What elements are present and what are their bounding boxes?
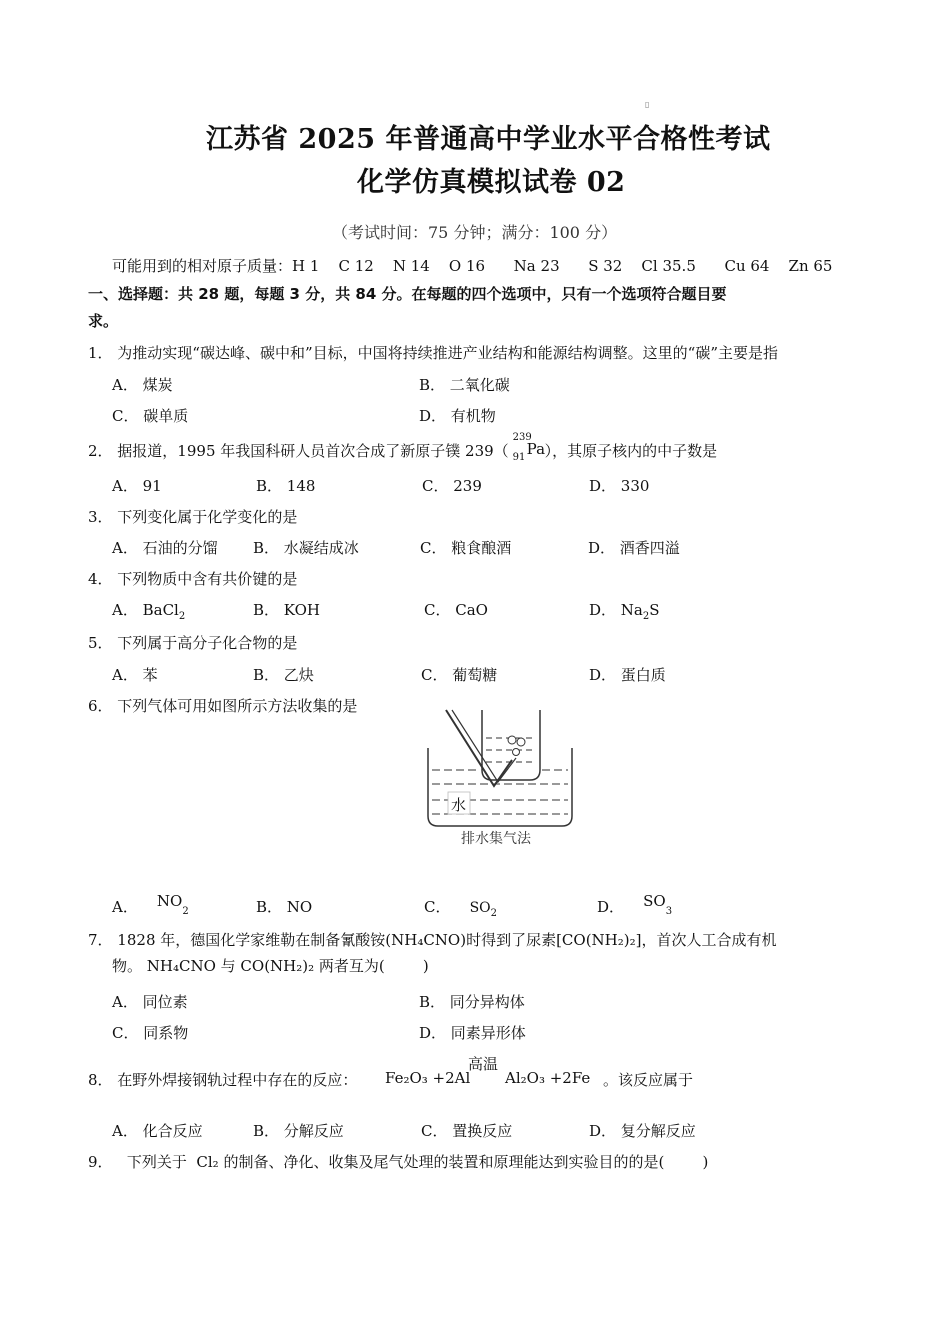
question-7-stem-line2: 物。 NH₄CNO 与 CO(NH₂)₂ 两者互为( ) (112, 957, 429, 975)
q5-option-d[interactable]: D． 蛋白质 (589, 666, 666, 684)
q7-option-c[interactable]: C． 同系物 (112, 1024, 189, 1042)
question-8-stem: 8． 在野外焊接钢轨过程中存在的反应： (88, 1071, 358, 1089)
q1-option-c[interactable]: C． 碳单质 (112, 407, 189, 425)
q4-d-formula-end: S (649, 601, 660, 619)
figure-caption: 排水集气法 (461, 831, 531, 847)
q4-option-c[interactable]: C． CaO (424, 601, 488, 619)
q1-option-d[interactable]: D． 有机物 (419, 407, 496, 425)
page-title-line2: 化学仿真模拟试卷 02 (357, 167, 626, 198)
q5-option-b[interactable]: B． 乙炔 (253, 666, 314, 684)
q6-d-subscript: 3 (665, 906, 673, 917)
q8-option-b[interactable]: B． 分解反应 (253, 1122, 344, 1140)
q2-option-b[interactable]: B． 148 (256, 477, 316, 495)
question-2-stem (88, 432, 718, 463)
question-6-stem: 6． 下列气体可用如图所示方法收集的是 (88, 697, 358, 715)
q4-a-formula: A． BaCl (112, 601, 179, 619)
q7-option-b[interactable]: B． 同分异构体 (419, 993, 525, 1011)
q6-d-formula: SO (643, 892, 666, 910)
question-5-stem: 5． 下列属于高分子化合物的是 (88, 634, 298, 652)
isotope-symbol: Pa (526, 440, 546, 458)
isotope-z: 91 (512, 452, 526, 463)
q2-option-a[interactable]: A． 91 (112, 477, 162, 495)
q6-d-label: D． (597, 898, 625, 916)
equation-left: Fe₂O₃ +2Al (385, 1069, 471, 1087)
q3-option-c[interactable]: C． 粮食酿酒 (420, 539, 512, 557)
q3-option-a[interactable]: A． 石油的分馏 (112, 539, 218, 557)
question-9-stem: 9． 下列关于 Cl₂ 的制备、净化、收集及尾气处理的装置和原理能达到实验目的的是( ) (88, 1153, 709, 1171)
section-heading: 一、选择题：共 28 题，每题 3 分，共 84 分。在每题的四个选项中，只有一个选项符合题目要 (88, 285, 727, 303)
q8-option-c[interactable]: C． 置换反应 (421, 1122, 513, 1140)
question-3-stem: 3． 下列变化属于化学变化的是 (88, 508, 298, 526)
q6-option-b[interactable]: B． NO (256, 898, 313, 916)
q2-stem-post: ），其原子核内的中子数是 (544, 442, 718, 460)
q3-option-b[interactable]: B． 水凝结成冰 (253, 539, 359, 557)
exam-info: （考试时间：75 分钟；满分：100 分） (332, 223, 618, 242)
q2-option-c[interactable]: C． 239 (422, 477, 482, 495)
q1-option-b[interactable]: B． 二氧化碳 (419, 376, 510, 394)
figure-water-label: 水 (451, 796, 467, 814)
page-title-line1: 江苏省 2025 年普通高中学业水平合格性考试 (206, 124, 771, 155)
q6-c-subscript: 2 (490, 908, 498, 919)
q2-stem-pre: 2． 据报道，1995 年我国科研人员首次合成了新原子镤 239（ (88, 442, 509, 460)
q5-option-a[interactable]: A． 苯 (112, 666, 158, 684)
q1-option-a[interactable]: A． 煤炭 (112, 376, 173, 394)
q5-option-c[interactable]: C． 葡萄糖 (421, 666, 498, 684)
q8-option-a[interactable]: A． 化合反应 (112, 1122, 203, 1140)
q4-d-formula: D． Na (589, 601, 643, 619)
reaction-condition: 高温 (468, 1055, 499, 1073)
q6-option-a[interactable] (112, 892, 189, 919)
q6-c-formula: SO (469, 900, 491, 916)
q8-option-d[interactable]: D． 复分解反应 (589, 1122, 696, 1140)
question-4-stem: 4． 下列物质中含有共价键的是 (88, 570, 298, 588)
atomic-masses: 可能用到的相对原子质量：H 1 C 12 N 14 O 16 Na 23 S 32 Cl 35.5 Cu 64 Zn 65 (112, 257, 833, 275)
q4-d-subscript: 2 (642, 611, 650, 622)
q4-option-a[interactable] (112, 599, 185, 622)
isotope-mass: 239 (512, 432, 532, 443)
question-7-stem-line1: 7． 1828 年，德国化学家维勒在制备氰酸铵(NH₄CNO)时得到了尿素[CO(NH₂)₂]，首次人工合成有机 (88, 931, 777, 949)
q2-option-d[interactable]: D． 330 (589, 477, 650, 495)
isotope-notation (509, 432, 546, 463)
q6-c-label: C． (424, 898, 451, 916)
page-marker: ▯ (645, 100, 650, 109)
q6-option-d[interactable] (597, 892, 673, 919)
q6-a-label: A． (112, 898, 138, 916)
q6-a-formula: NO (156, 892, 183, 910)
question-1-stem: 1． 为推动实现“碳达峰、碳中和”目标，中国将持续推进产业结构和能源结构调整。这里的“碳”主要是指 (88, 344, 778, 362)
q4-option-b[interactable]: B． KOH (253, 601, 320, 619)
section-heading-cont: 求。 (88, 312, 119, 330)
q7-option-d[interactable]: D． 同素异形体 (419, 1024, 526, 1042)
q4-option-d[interactable] (589, 599, 660, 622)
q4-a-subscript: 2 (178, 611, 186, 622)
q6-a-subscript: 2 (182, 906, 189, 917)
equation-right: Al₂O₃ +2Fe (505, 1069, 591, 1087)
q7-option-a[interactable]: A． 同位素 (112, 993, 188, 1011)
q3-option-d[interactable]: D． 酒香四溢 (588, 539, 680, 557)
question-8-stem-end: 。该反应属于 (603, 1071, 694, 1089)
q6-option-c[interactable] (424, 896, 497, 919)
